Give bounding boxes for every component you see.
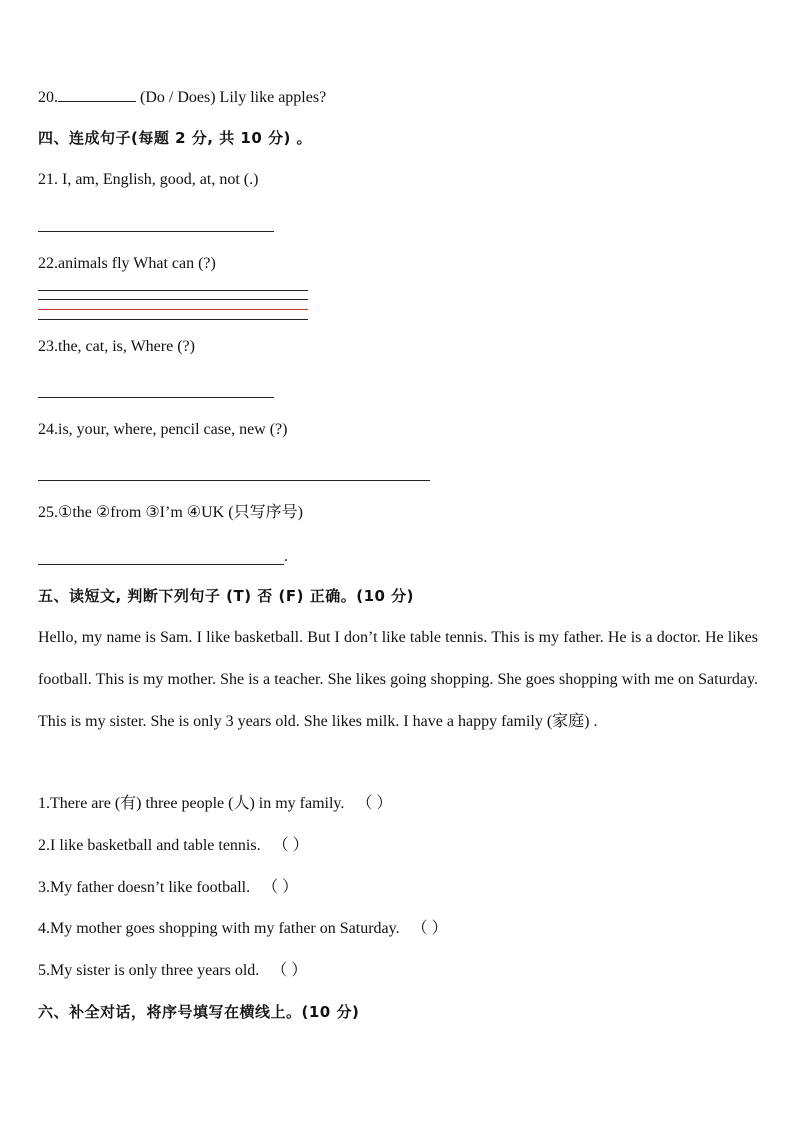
judge-answer-paren[interactable]: （ ） bbox=[262, 879, 299, 896]
answer-line-25[interactable] bbox=[38, 564, 284, 565]
judge-answer-paren[interactable]: （ ） bbox=[411, 920, 448, 937]
question-21: 21. I, am, English, good, at, not (.) bbox=[38, 171, 259, 188]
section-6-title: 六、补全对话，将序号填写在横线上。(10 分) bbox=[38, 1003, 360, 1021]
judge-item-2 bbox=[38, 836, 309, 856]
judge-item-5 bbox=[38, 961, 307, 981]
judge-item-1 bbox=[38, 794, 392, 814]
section-5-title: 五、读短文, 判断下列句子 (T) 否 (F) 正确。(10 分) bbox=[38, 587, 415, 605]
writing-line bbox=[38, 290, 308, 291]
judge-item-text: 1.There are (有) three people (人) in my family. bbox=[38, 795, 345, 812]
writing-line-red bbox=[38, 309, 308, 310]
judge-item-text: 5.My sister is only three years old. bbox=[38, 962, 260, 979]
answer-line-21[interactable] bbox=[38, 231, 274, 232]
answer-blank-20[interactable] bbox=[58, 87, 136, 102]
writing-line bbox=[38, 299, 308, 300]
question-20 bbox=[38, 87, 326, 108]
judge-answer-paren[interactable]: （ ） bbox=[271, 962, 308, 979]
judge-answer-paren[interactable]: （ ） bbox=[272, 837, 309, 854]
reading-passage: Hello, my name is Sam. I like basketball. But I don’t like table tennis. This is my father. He is a doctor. He likes football. This is my mother. She is a teacher. She likes going shopping. She goes shopping with me on Saturday. This is my sister. She is only 3 years old. She likes milk. I have a happy family (家庭) . bbox=[38, 629, 758, 730]
answer-line-24[interactable] bbox=[38, 480, 430, 481]
section-4-title: 四、连成句子(每题 2 分, 共 10 分) 。 bbox=[38, 129, 313, 147]
judge-answer-paren[interactable]: （ ） bbox=[356, 795, 393, 812]
judge-item-text: 2.I like basketball and table tennis. bbox=[38, 837, 261, 854]
question-20-number: 20. bbox=[38, 89, 58, 106]
judge-item-4 bbox=[38, 919, 448, 939]
question-22: 22.animals fly What can (?) bbox=[38, 255, 216, 272]
judge-item-3 bbox=[38, 878, 298, 898]
question-20-text: (Do / Does) Lily like apples? bbox=[140, 89, 327, 106]
judge-item-text: 3.My father doesn’t like football. bbox=[38, 879, 251, 896]
question-23: 23.the, cat, is, Where (?) bbox=[38, 338, 195, 355]
answer-line-23[interactable] bbox=[38, 397, 274, 398]
judge-item-text: 4.My mother goes shopping with my father on Saturday. bbox=[38, 920, 400, 937]
writing-line bbox=[38, 319, 308, 320]
answer-line-25-period: . bbox=[284, 548, 288, 565]
question-24: 24.is, your, where, pencil case, new (?) bbox=[38, 421, 288, 438]
question-25: 25.①the ②from ③I’m ④UK (只写序号) bbox=[38, 504, 303, 521]
